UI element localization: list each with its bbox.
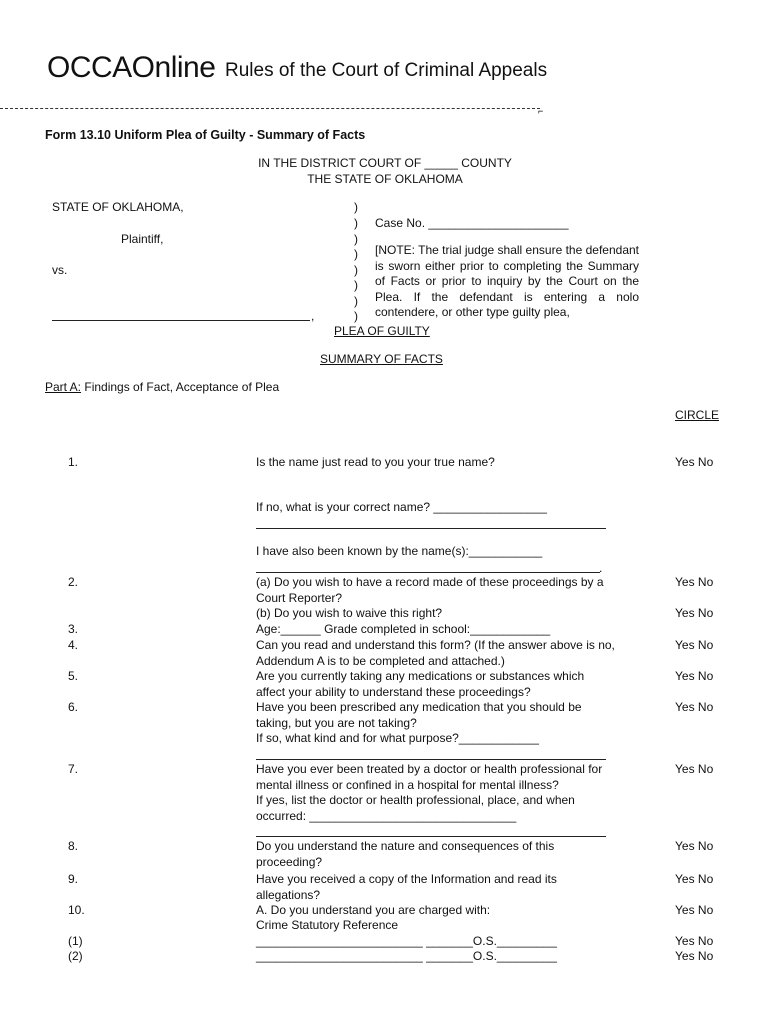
state-of-oklahoma: STATE OF OKLAHOMA, <box>52 200 184 214</box>
q5-answer[interactable]: Yes No <box>675 669 714 683</box>
q8-answer[interactable]: Yes No <box>675 839 714 853</box>
q7-doctor-field[interactable]: If yes, list the doctor or health professional, place, and when occurred: _______________________________ <box>256 793 575 823</box>
caption-paren: ) <box>354 232 358 246</box>
q2a-answer[interactable]: Yes No <box>675 575 714 589</box>
q9-text: Have you received a copy of the Information and read its allegations? <box>256 872 557 902</box>
summary-heading: SUMMARY OF FACTS <box>320 352 443 366</box>
q10-subheading: Crime Statutory Reference <box>256 918 399 932</box>
court-line-1: IN THE DISTRICT COURT OF _____ COUNTY <box>258 156 512 170</box>
q6-number: 6. <box>68 700 79 714</box>
caption-paren: ) <box>354 278 358 292</box>
q8-number: 8. <box>68 839 79 853</box>
charge-1-answer[interactable]: Yes No <box>675 934 714 948</box>
q7-answer[interactable]: Yes No <box>675 762 714 776</box>
q2-number: 2. <box>68 575 79 589</box>
q1-blank-line <box>256 528 606 529</box>
q2b-text: (b) Do you wish to waive this right? <box>256 606 443 620</box>
caption-paren: ) <box>354 263 358 277</box>
q10-number: 10. <box>68 903 85 917</box>
site-logo: OCCAOnline <box>47 51 216 84</box>
q7-text: Have you ever been treated by a doctor or health professional for mental illness or confined in a hospital for mental illness? <box>256 762 603 792</box>
caption-paren: ) <box>354 294 358 308</box>
q9-number: 9. <box>68 872 79 886</box>
judge-note: [NOTE: The trial judge shall ensure the defendant is sworn either prior to completing the Summary of Facts or prior to inquiry by the Court on the Plea. If the defendant is entering a nolo contendere, or other type guilty plea, <box>375 243 639 319</box>
q1-answer[interactable]: Yes No <box>675 455 714 469</box>
q9-answer[interactable]: Yes No <box>675 872 714 886</box>
plaintiff-label: Plaintiff, <box>121 232 164 246</box>
q2a-text: (a) Do you wish to have a record made of these proceedings by a Court Reporter? <box>256 575 604 605</box>
q1-number: 1. <box>68 455 79 469</box>
q6-blank-line <box>256 759 606 760</box>
q5-text: Are you currently taking any medications or substances which affect your ability to understand these proceedings? <box>256 669 585 699</box>
q3-number: 3. <box>68 622 79 636</box>
q4-answer[interactable]: Yes No <box>675 638 714 652</box>
form-title: Form 13.10 Uniform Plea of Guilty - Summary of Facts <box>45 128 366 142</box>
q1-text: Is the name just read to you your true name? <box>256 455 495 469</box>
q8-text: Do you understand the nature and consequences of this proceeding? <box>256 839 555 869</box>
defendant-name-line <box>52 320 310 321</box>
part-a-label: Part A: <box>45 380 82 394</box>
circle-label: CIRCLE <box>675 408 720 422</box>
q4-text: Can you read and understand this form? (If the answer above is no, Addendum A is to be completed and attached.) <box>256 638 615 668</box>
vs-label: vs. <box>52 263 68 277</box>
q10-answer[interactable]: Yes No <box>675 903 714 917</box>
q1-aka-field[interactable]: I have also been known by the name(s):___________ <box>256 544 543 558</box>
q1-correct-name-field[interactable]: If no, what is your correct name? _________________ <box>256 500 547 514</box>
q6-answer[interactable]: Yes No <box>675 700 714 714</box>
court-line-2: THE STATE OF OKLAHOMA <box>307 172 463 186</box>
q2b-answer[interactable]: Yes No <box>675 606 714 620</box>
q10-text: A. Do you understand you are charged with: <box>256 903 491 917</box>
plea-heading: PLEA OF GUILTY <box>334 324 430 338</box>
charge-2-answer[interactable]: Yes No <box>675 949 714 963</box>
part-a-heading <box>45 380 279 396</box>
charge-1-number: (1) <box>68 934 83 948</box>
q7-blank-line <box>256 836 606 837</box>
q5-number: 5. <box>68 669 79 683</box>
q6-purpose-field[interactable]: If so, what kind and for what purpose?____________ <box>256 731 539 745</box>
q1-aka-line <box>256 572 600 573</box>
q7-number: 7. <box>68 762 79 776</box>
case-number-field[interactable]: Case No. _____________________ <box>375 216 569 230</box>
site-subtitle: Rules of the Court of Criminal Appeals <box>225 60 548 81</box>
charge-2-number: (2) <box>68 949 83 963</box>
caption-paren: ) <box>354 309 358 323</box>
caption-paren: ) <box>354 200 358 214</box>
divider-tick: ⌐ <box>538 106 544 116</box>
charge-2-field[interactable]: _________________________ _______O.S._________ <box>256 949 557 963</box>
part-a-title: Findings of Fact, Acceptance of Plea <box>81 380 280 394</box>
defendant-comma: , <box>311 309 315 323</box>
caption-paren: ) <box>354 247 358 261</box>
q6-text: Have you been prescribed any medication that you should be taking, but you are not taking? <box>256 700 582 730</box>
q4-number: 4. <box>68 638 79 652</box>
caption-paren: ) <box>354 216 358 230</box>
header-divider <box>0 108 540 109</box>
q1-aka-period: . <box>599 561 603 575</box>
charge-1-field[interactable]: _________________________ _______O.S._________ <box>256 934 557 948</box>
q3-age-grade-field[interactable]: Age:______ Grade completed in school:____________ <box>256 622 551 636</box>
